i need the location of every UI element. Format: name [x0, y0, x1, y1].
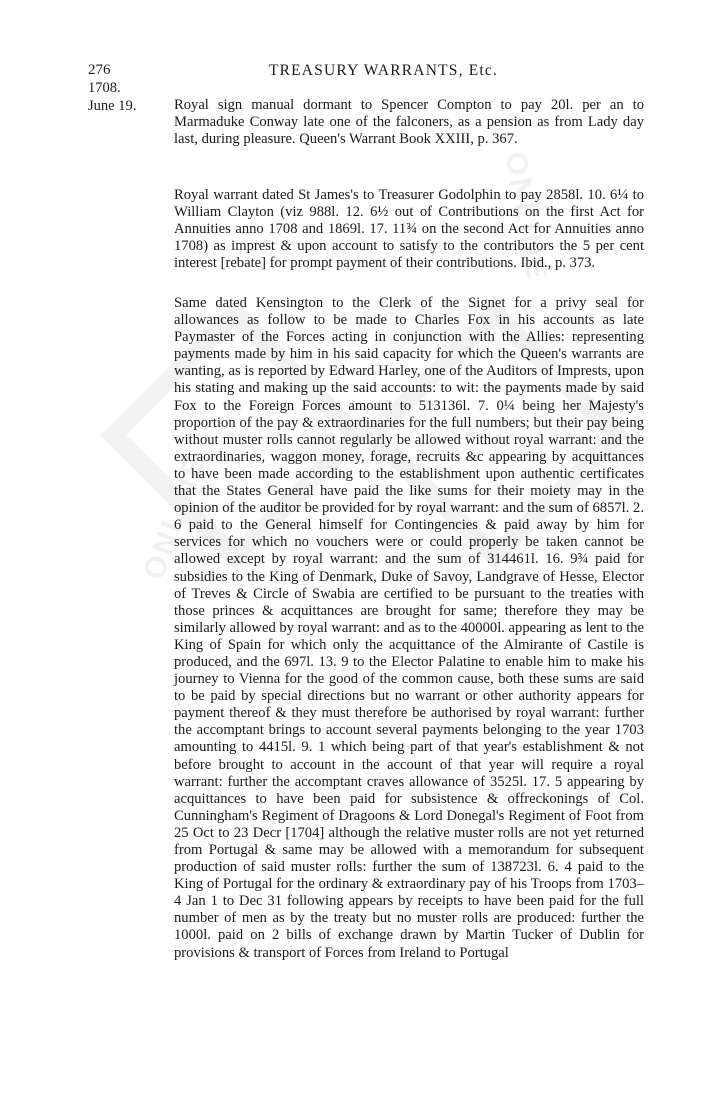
watermark-text-left: ONLINE	[137, 449, 214, 585]
entry-text: Royal sign manual dormant to Spencer Compton to pay 20l. per an to Marmaduke Conway late one of the falconers, as a pension as from Lady day last, during pleasure. Queen's Warrant Book XXIII, p. 367.	[174, 97, 644, 148]
entry-text: Royal warrant dated St James's to Treasurer Godolphin to pay 2858l. 10. 6¼ to William Clayton (viz 988l. 12. 6½ out of Contributions on the first Act for Annuities anno 1708 and 1869l. 17. 11¾ on the second Act for Annuities anno 1708) as imprest & upon account to satisfy to the contributors the 5 per cent interest [rebate] for prompt payment of their contributions. Ibid., p. 373.	[174, 187, 644, 272]
entry-text: Same dated Kensington to the Clerk of the Signet for a privy seal for allowances as follow to be made to Charles Fox in his accounts as late Paymaster of the Forces acting in conjunction with the Allies: representing payments made by him in his said capacity for which the Queen's warrants are wanting, as is reported by Edward Harley, one of the Auditors of Imprests, upon his stating and making up the said accounts: to wit: the payments made by said Fox to the Foreign Forces amount to 513136l. 7. 0¼ being her Majesty's proportion of the pay & extraordinaries for the full numbers; but their pay being without muster rolls cannot regularly be allowed without royal warrant: and the extraordinaries, waggon money, forage, recruits &c appearing by acquittances to have been made according to the establishment upon authentic certificates that the States General have paid the like sums for their moiety may in the opinion of the auditor be provided for by royal warrant: and the sum of 6857l. 2. 6 paid to the General himself for Contingencies & paid away by him for services for which no vouchers were or could properly be taken cannot be allowed except by royal warrant: and the sum of 314461l. 16. 9¾ paid for subsidies to the King of Denmark, Duke of Savoy, Landgrave of Hesse, Elector of Treves & Circle of Swabia are certified to be pursuant to the treaties with those princes & acquittances are brought for same; therefore they may be similarly allowed by royal warrant: and as to the 40000l. appearing as lent to the King of Spain for which only the acquittance of the Almirante of Castile is produced, and the 697l. 13. 9 to the Elector Palatine to enable him to make his journey to Vienna for the good of the common cause, both these sums are said to be paid by special directions but no warrant or other authority appears for payment thereof & they must therefore be authorised by royal warrant: further the accomptant brings to account several payments belonging to the year 1703 amounting to 4415l. 9. 1 which being part of that year's establishment & not before brought to account in the account of that year will require a royal warrant: further the accomptant craves allowance of 3525l. 17. 5 appearing by acquittances to have been paid for subsistence & offreckonings of Col. Cunningham's Regiment of Dragoons & Lord Donegal's Regiment of Foot from 25 Oct to 23 Decr [1704] although the relative muster rolls are not yet returned from Portugal & same may be allowed with a memorandum for subsequent production of said muster rolls: further the sum of 138723l. 6. 4 paid to the King of Portugal for the ordinary & extraordinary pay of his Troops from 1703–4 Jan 1 to Dec 31 following appears by receipts to have been paid for the full number of men as by the treaty but no muster rolls are produced: further the 1000l. paid on 2 bills of exchange drawn by Martin Tucker of Dublin for provisions & transport of Forces from Ireland to Portugal	[174, 295, 644, 961]
margin-date: June 19.	[88, 98, 137, 114]
entry-paragraph	[174, 97, 644, 148]
entry-paragraph	[174, 187, 644, 272]
entry-paragraph	[174, 295, 644, 962]
page-number: 276	[88, 62, 111, 78]
watermark-text-right: ONLINE	[498, 149, 554, 285]
running-head: TREASURY WARRANTS, Etc.	[268, 62, 499, 79]
margin-year: 1708.	[88, 80, 121, 96]
